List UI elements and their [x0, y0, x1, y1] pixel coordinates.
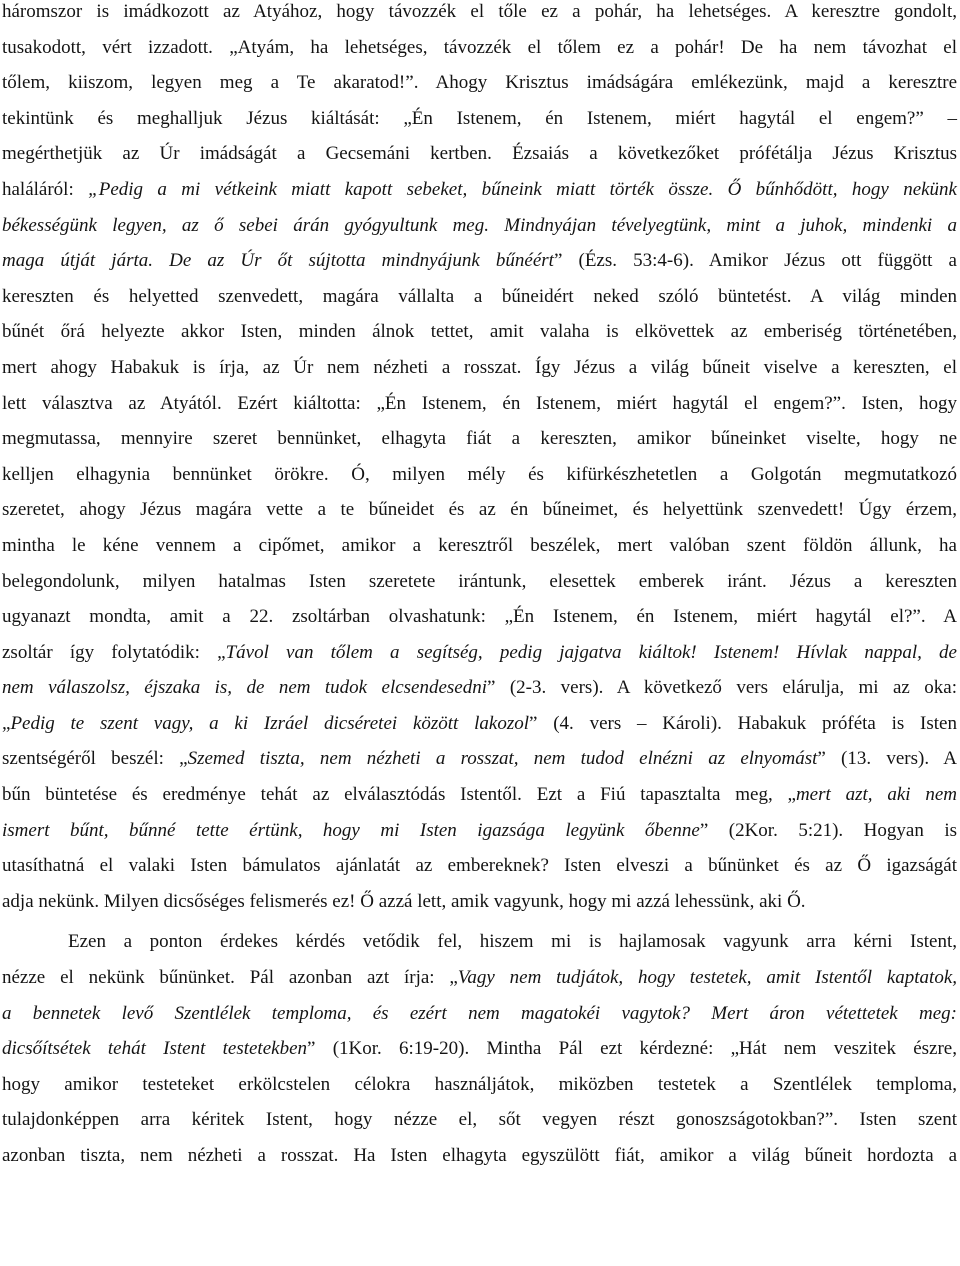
- text-line: békességünk legyen, az ő sebei árán gyógyultunk meg. Mindnyájan tévelyegtünk, mint a juhok, mindenki a: [2, 214, 957, 236]
- text-line: tulajdonképpen arra kéritek Istent, hogy nézze el, sőt vegyen részt gonoszságotokban?”. Isten szent: [2, 1109, 957, 1131]
- text-line: kelljen elhagynia bennünket örökre. Ó, milyen mély és kifürkészhetetlen a Golgotán megmutatkozó: [2, 463, 957, 485]
- text-line: nem válaszolsz, éjszaka is, de nem tudok elcsendesedni” (2-3. vers). A következő vers elárulja, mi az oka:: [2, 677, 957, 699]
- text-line: azonban tiszta, nem nézheti a rosszat. Ha Isten elhagyta egyszülött fiát, amikor a világ bűneit hordozta a: [2, 1145, 957, 1166]
- text-line: Ezen a ponton érdekes kérdés vetődik fel, hiszem mi is hajlamosak vagyunk arra kérni Istent,: [68, 931, 957, 953]
- text-line: bűn büntetése és eredménye tehát az elválasztódás Istentől. Ezt a Fiú tapasztalta meg, „mert azt, aki nem: [2, 784, 958, 806]
- text-line: szentségéről beszél: „Szemed tiszta, nem nézheti a rosszat, nem tudod elnézni az elnyomást” (13. vers). A: [2, 748, 958, 770]
- text-line: ugyanazt mondta, amit a 22. zsoltárban olvashatunk: „Én Istenem, én Istenem, miért hagytál el?”. A: [2, 606, 957, 628]
- text-line: a bennetek levő Szentlélek temploma, és ezért nem magatokéi vagytok? Mert áron vétettetek meg:: [2, 1002, 957, 1024]
- text-line: kereszten és helyetted szenvedett, magára vállalta a bűneidért neked szóló büntetést. A világ minden: [2, 285, 957, 307]
- text-line: tőlem, kiiszom, legyen meg a Te akaratod!”. Ahogy Krisztus imádságára emlékezünk, majd a keresztre: [2, 72, 957, 94]
- text-line: tekintünk és meghalljuk Jézus kiáltását: „Én Istenem, én Istenem, miért hagytál el engem?” –: [2, 107, 957, 129]
- text-line: hogy amikor testeteket erkölcstelen célokra használjátok, miközben testetek a Szentlélek temploma,: [2, 1073, 957, 1095]
- text-line: mert ahogy Habakuk is írja, az Úr nem nézheti a rosszat. Így Jézus a világ bűneit viselve a kereszten, el: [2, 356, 957, 378]
- text-line: adja nekünk. Milyen dicsőséges felismerés ez! Ő azzá lett, amik vagyunk, hogy mi azzá lehessünk, aki Ő.: [2, 890, 806, 912]
- text-line: tusakodott, vért izzadott. „Atyám, ha lehetséges, távozzék el tőlem ez a pohár! De ha nem távozhat el: [2, 36, 957, 58]
- text-line: maga útját járta. De az Úr őt sújtotta mindnyájunk bűnéért” (Ézs. 53:4-6). Amikor Jézus ott függött a: [2, 250, 957, 272]
- text-line: zsoltár így folytatódik: „Távol van tőlem a segítség, pedig jajgatva kiáltok! Istenem! Hívlak nappal, de: [2, 641, 957, 663]
- text-line: mintha le kéne vennem a cipőmet, amikor a keresztről beszélek, mert valóban szent földön állunk, ha: [2, 534, 957, 556]
- text-line: „Pedig te szent vagy, a ki Izráel dicséretei között lakozol” (4. vers – Károli). Habakuk próféta is Isten: [2, 712, 957, 734]
- text-line: belegondolunk, milyen hatalmas Isten szeretete irántunk, elesettek emberek iránt. Jézus a kereszten: [2, 570, 957, 592]
- text-line: ismert bűnt, bűnné tette értünk, hogy mi Isten igazsága legyünk őbenne” (2Kor. 5:21). Hogyan is: [2, 819, 957, 841]
- text-line: háromszor is imádkozott az Atyához, hogy távozzék el tőle ez a pohár, ha lehetséges. A keresztre gondolt,: [2, 1, 957, 22]
- text-line: haláláról: „Pedig a mi vétkeink miatt kapott sebeket, bűneink miatt törték össze. Ő bűnhődött, hogy nekünk: [2, 178, 957, 200]
- paragraph-2: [2, 924, 957, 1173]
- text-line: megmutassa, mennyire szeret bennünket, elhagyta fiát a kereszten, amikor bűneinket viselte, hogy ne: [2, 428, 957, 450]
- text-line: utasíthatná el valaki Isten bámulatos ajánlatát az embereknek? Isten elveszi a bűnünket és az Ő igazságát: [2, 855, 957, 877]
- text-line: szeretet, ahogy Jézus magára vette a te bűneidet és az én bűneimet, és helyettünk szenvedett! Úgy érzem,: [2, 499, 957, 521]
- text-line: lett választva az Atyától. Ezért kiáltotta: „Én Istenem, én Istenem, miért hagytál el engem?”. Isten, hogy: [2, 392, 957, 414]
- paragraph-1: [2, 0, 957, 919]
- text-line: nézze el nekünk bűnünket. Pál azonban azt írja: „Vagy nem tudjátok, hogy testetek, amit Istentől kaptatok,: [2, 967, 957, 989]
- text-line: megérthetjük az Úr imádságát a Gecsemáni kertben. Ézsaiás a következőket prófétálja Jézus Krisztus: [2, 143, 957, 165]
- text-line: dicsőítsétek tehát Istent testetekben” (1Kor. 6:19-20). Mintha Pál ezt kérdezné: „Hát nem veszitek észre,: [2, 1038, 957, 1060]
- text-line: bűnét őrá helyezte akkor Isten, minden álnok tettet, amit valaha is elkövettek az emberiség történetében,: [2, 321, 957, 343]
